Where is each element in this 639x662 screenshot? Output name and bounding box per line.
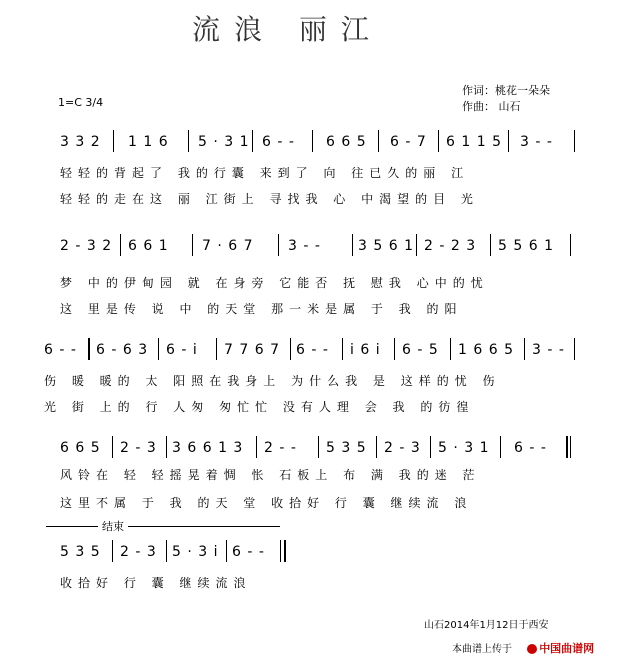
measure: 6 - - bbox=[514, 440, 547, 456]
barline bbox=[166, 436, 167, 458]
measure: 2 - 3 bbox=[384, 440, 421, 456]
measure: 5 · 3 i bbox=[172, 544, 219, 560]
notation-line bbox=[0, 336, 639, 366]
barline bbox=[376, 436, 377, 458]
ending-bracket bbox=[46, 526, 280, 527]
barline bbox=[524, 338, 525, 360]
measure: 3 5 6 1 bbox=[358, 238, 414, 254]
measure: 6 - 6 3 bbox=[96, 342, 149, 358]
measure: 2 - 3 bbox=[120, 440, 157, 456]
barline bbox=[120, 234, 121, 256]
notation-line bbox=[0, 232, 639, 262]
measure: 3 3 2 bbox=[60, 134, 101, 150]
measure: 6 6 5 bbox=[60, 440, 101, 456]
measure: 2 - - bbox=[264, 440, 297, 456]
measure: 5 5 6 1 bbox=[498, 238, 554, 254]
measure: 6 1 1 5 bbox=[446, 134, 502, 150]
lyric-verse-1: 伤 暖 暖的 太 阳照在我身上 为什么我 是 这样的忧 伤 bbox=[44, 374, 501, 388]
site-logo-text: 中国曲谱网 bbox=[539, 642, 595, 655]
lyric-verse-2: 轻轻的走在这 丽 江街上 寻找我 心 中渴望的目 光 bbox=[60, 192, 479, 206]
barline bbox=[188, 130, 189, 152]
barline bbox=[252, 130, 253, 152]
barline bbox=[352, 234, 353, 256]
barline bbox=[312, 130, 313, 152]
measure: 5 · 3 1 bbox=[438, 440, 490, 456]
barline bbox=[112, 540, 113, 562]
measure: 6 - 7 bbox=[390, 134, 427, 150]
measure: 1 1 6 bbox=[128, 134, 169, 150]
lyric-verse-1: 收拾好 行 囊 继续流浪 bbox=[60, 576, 252, 590]
composition-credit: 山石2014年1月12日于西安 bbox=[424, 620, 549, 631]
site-logo-icon bbox=[527, 644, 537, 654]
barline bbox=[318, 436, 319, 458]
lyric-verse-2: 这里不属 于 我 的天 堂 收拾好 行 囊 继续流 浪 bbox=[60, 496, 473, 510]
measure: 2 - 3 2 bbox=[60, 238, 113, 254]
barline bbox=[438, 130, 439, 152]
barline bbox=[508, 130, 509, 152]
lyric-verse-1: 风铃在 轻 轻摇晃着惆 怅 石板上 布 满 我的迷 茫 bbox=[60, 468, 481, 482]
barline bbox=[158, 338, 159, 360]
notation-line bbox=[0, 434, 639, 464]
barline bbox=[430, 436, 431, 458]
upload-note-text: 本曲谱上传于 bbox=[452, 644, 512, 655]
measure: 1 6 6 5 bbox=[458, 342, 514, 358]
barline bbox=[226, 540, 227, 562]
barline bbox=[256, 436, 257, 458]
measure: 5 · 3 1 bbox=[198, 134, 250, 150]
upload-note bbox=[452, 640, 594, 656]
barline bbox=[216, 338, 217, 360]
measure: 3 - - bbox=[288, 238, 321, 254]
ending-label: 结束 bbox=[98, 518, 128, 534]
notation-line bbox=[0, 538, 639, 568]
measure: 2 - 3 bbox=[120, 544, 157, 560]
measure: 5 3 5 bbox=[60, 544, 101, 560]
barline bbox=[290, 338, 291, 360]
measure: 6 - i bbox=[166, 342, 198, 358]
key-time-signature: 1=C 3/4 bbox=[58, 96, 104, 109]
barline bbox=[574, 130, 575, 152]
measure: 7 7 6 7 bbox=[224, 342, 280, 358]
measure: 6 - - bbox=[296, 342, 329, 358]
measure: 3 - - bbox=[532, 342, 565, 358]
barline bbox=[278, 234, 279, 256]
notation-line bbox=[0, 128, 639, 158]
barline bbox=[192, 234, 193, 256]
measure: i 6 i bbox=[350, 342, 381, 358]
measure: 6 - - bbox=[262, 134, 295, 150]
measure: 6 - - bbox=[232, 544, 265, 560]
barline bbox=[570, 436, 571, 458]
repeat-start-barline bbox=[88, 338, 90, 360]
barline bbox=[574, 338, 575, 360]
barline bbox=[570, 234, 571, 256]
lyric-verse-2: 这 里是传 说 中 的天堂 那一米是属 于 我 的阳 bbox=[60, 302, 463, 316]
final-barline bbox=[284, 540, 286, 562]
barline bbox=[490, 234, 491, 256]
measure: 3 - - bbox=[520, 134, 553, 150]
barline bbox=[394, 338, 395, 360]
lyric-verse-1: 轻轻的背起了 我的行囊 来到了 向 往已久的丽 江 bbox=[60, 166, 470, 180]
barline bbox=[113, 130, 114, 152]
barline bbox=[450, 338, 451, 360]
measure: 6 - 5 bbox=[402, 342, 439, 358]
composer-credit: 作曲： 山石 bbox=[462, 100, 521, 113]
lyricist-credit: 作词：桃花一朵朵 bbox=[462, 84, 550, 97]
site-logo bbox=[527, 644, 594, 655]
measure: 7 · 6 7 bbox=[202, 238, 254, 254]
barline bbox=[378, 130, 379, 152]
song-title: 流浪 丽江 bbox=[192, 13, 383, 46]
measure: 6 - - bbox=[44, 342, 77, 358]
lyric-verse-1: 梦 中的伊甸园 就 在身旁 它能否 抚 慰我 心中的忧 bbox=[60, 276, 489, 290]
barline bbox=[416, 234, 417, 256]
measure: 5 3 5 bbox=[326, 440, 367, 456]
measure: 6 6 5 bbox=[326, 134, 367, 150]
barline bbox=[280, 540, 281, 562]
barline bbox=[112, 436, 113, 458]
repeat-end-barline bbox=[566, 436, 568, 458]
lyric-verse-2: 光 街 上的 行 人匆 匆忙忙 没有人理 会 我 的彷徨 bbox=[44, 400, 475, 414]
barline bbox=[500, 436, 501, 458]
barline bbox=[342, 338, 343, 360]
measure: 6 6 1 bbox=[128, 238, 169, 254]
measure: 2 - 2 3 bbox=[424, 238, 477, 254]
measure: 3 6 6 1 3 bbox=[172, 440, 244, 456]
barline bbox=[166, 540, 167, 562]
